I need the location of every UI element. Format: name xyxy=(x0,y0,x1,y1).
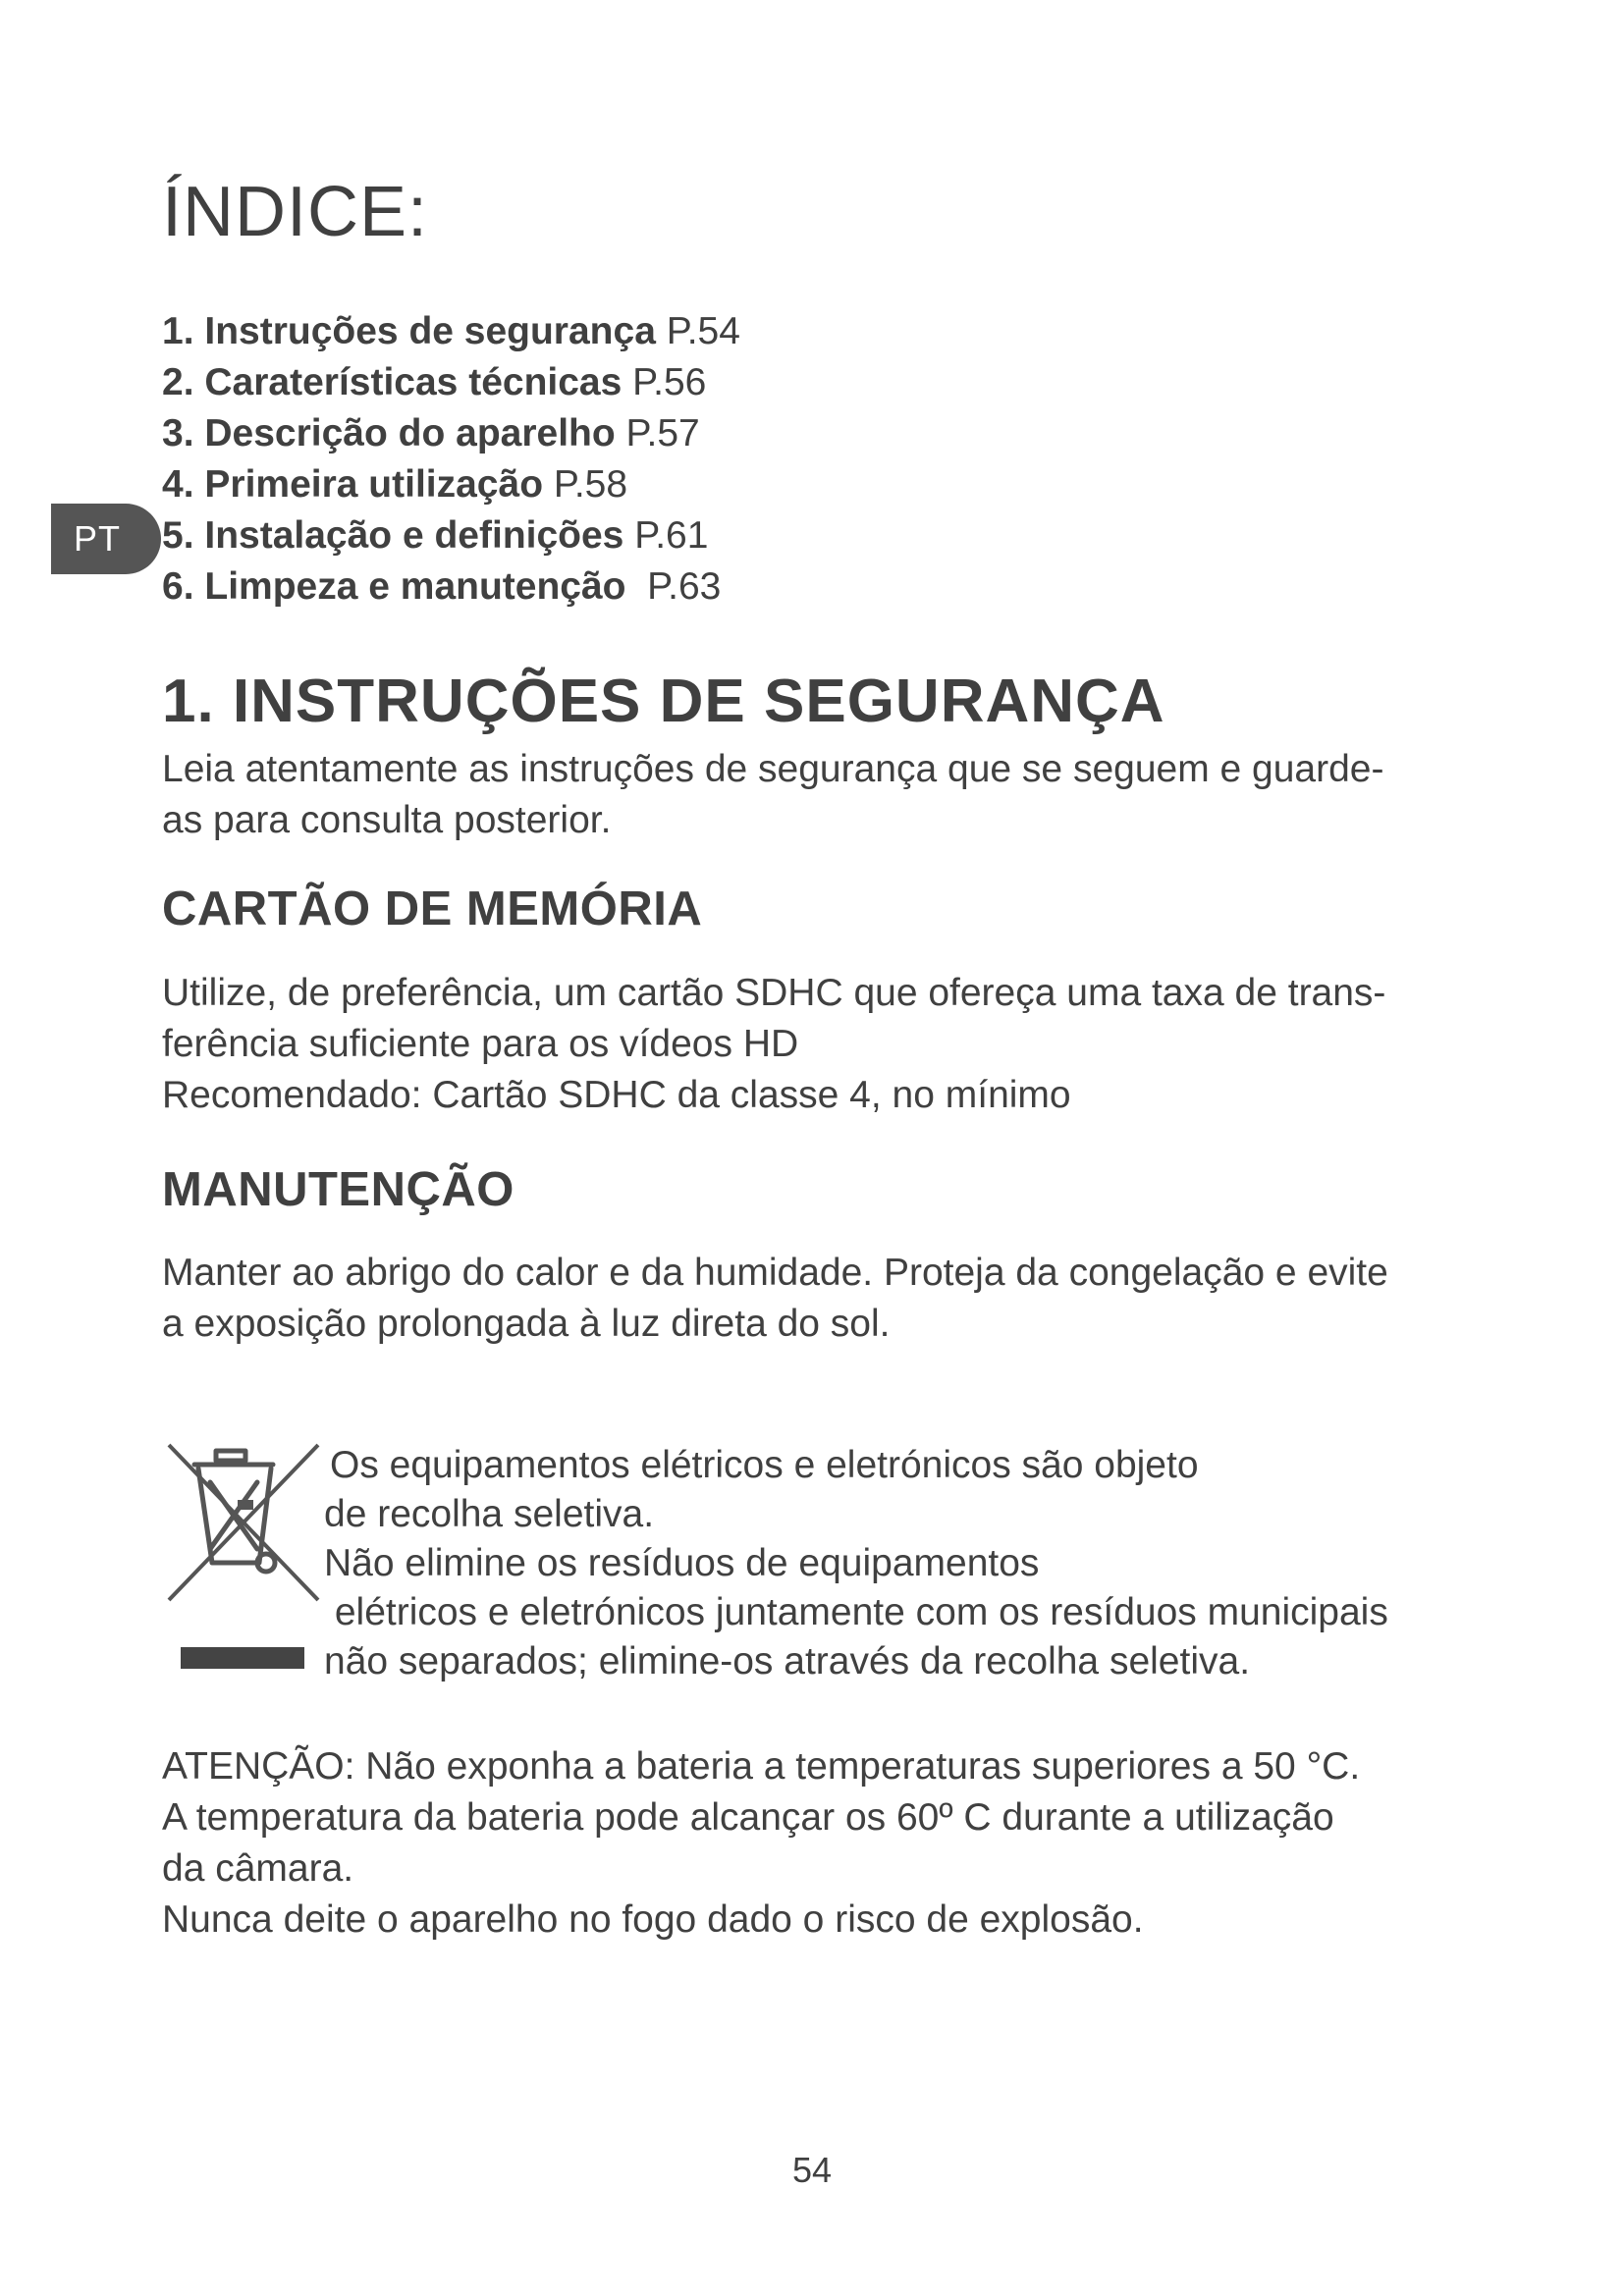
index-title: ÍNDICE: xyxy=(162,173,429,251)
safety-intro xyxy=(162,744,1468,846)
toc-item: 5. Instalação e definições P.61 xyxy=(162,514,709,557)
maintenance-heading: MANUTENÇÃO xyxy=(162,1163,514,1216)
toc-item: 1. Instruções de segurança P.54 xyxy=(162,310,740,352)
weee-disposal-text xyxy=(324,1441,1483,1686)
paragraph-line: Não elimine os resíduos de equipamentos xyxy=(324,1542,1040,1584)
toc-item: 4. Primeira utilização P.58 xyxy=(162,463,628,506)
paragraph-line: não separados; elimine-os através da recolha seletiva. xyxy=(324,1640,1251,1682)
maintenance-text xyxy=(162,1248,1468,1350)
table-of-contents xyxy=(162,306,740,613)
paragraph-line: elétricos e eletrónicos juntamente com os resíduos municipais xyxy=(324,1591,1388,1633)
memory-card-heading: CARTÃO DE MEMÓRIA xyxy=(162,882,703,935)
paragraph-line: de recolha seletiva. xyxy=(324,1493,655,1535)
section-heading-safety: 1. INSTRUÇÕES DE SEGURANÇA xyxy=(162,667,1165,735)
paragraph-line: Leia atentamente as instruções de segurança que se seguem e guarde- xyxy=(162,748,1384,790)
paragraph-line: as para consulta posterior. xyxy=(162,799,612,841)
memory-card-text xyxy=(162,968,1468,1121)
paragraph-line: Os equipamentos elétricos e eletrónicos são objeto xyxy=(330,1444,1199,1486)
toc-item: 3. Descrição do aparelho P.57 xyxy=(162,412,700,454)
paragraph-line: ferência suficiente para os vídeos HD xyxy=(162,1023,799,1065)
paragraph-line: Recomendado: Cartão SDHC da classe 4, no mínimo xyxy=(162,1074,1071,1116)
paragraph-line: Nunca deite o aparelho no fogo dado o risco de explosão. xyxy=(162,1898,1144,1941)
paragraph-line: A temperatura da bateria pode alcançar os 60º C durante a utilização xyxy=(162,1796,1334,1839)
paragraph-line: ATENÇÃO: Não exponha a bateria a temperaturas superiores a 50 °C. xyxy=(162,1745,1361,1788)
paragraph-line: da câmara. xyxy=(162,1847,354,1890)
paragraph-line: a exposição prolongada à luz direta do sol. xyxy=(162,1303,891,1345)
paragraph-line: Utilize, de preferência, um cartão SDHC que ofereça uma taxa de trans- xyxy=(162,972,1386,1014)
language-tab xyxy=(51,504,161,574)
page-number: 54 xyxy=(791,2150,833,2190)
crossed-out-wheeled-bin-icon xyxy=(165,1443,322,1679)
battery-warning xyxy=(162,1741,1468,1946)
toc-item: 2. Caraterísticas técnicas P.56 xyxy=(162,361,707,403)
paragraph-line: Manter ao abrigo do calor e da humidade. Proteja da congelação e evite xyxy=(162,1252,1388,1294)
toc-item: 6. Limpeza e manutenção P.63 xyxy=(162,565,722,608)
language-tab-label: PT xyxy=(73,518,121,559)
